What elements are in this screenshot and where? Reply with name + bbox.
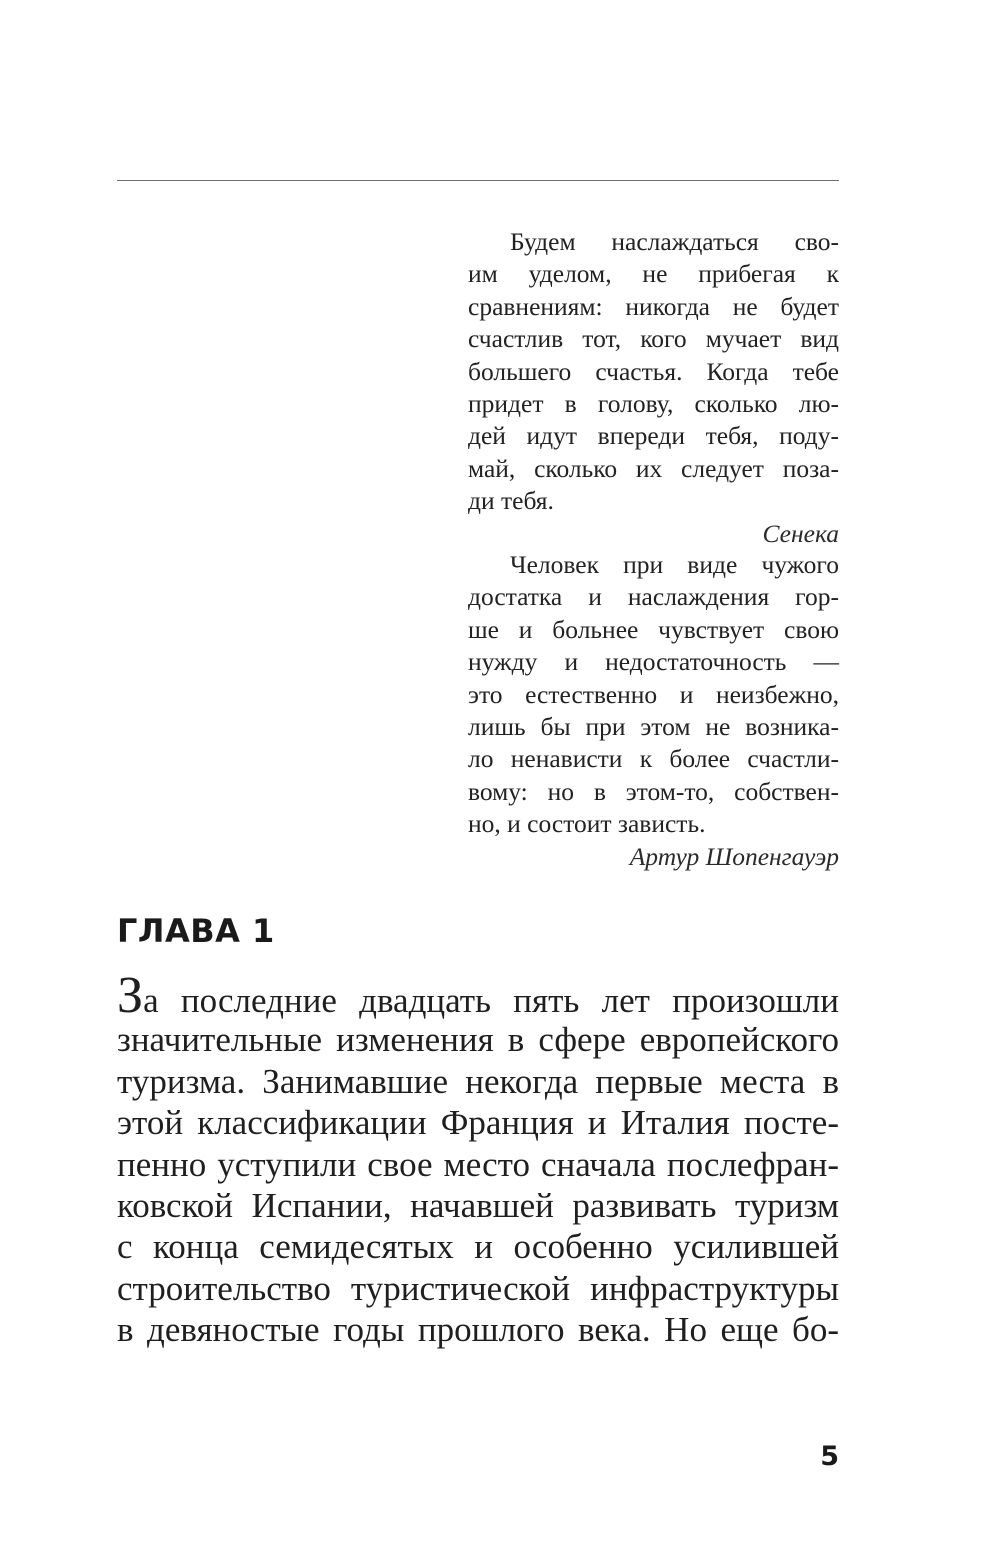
body-line: туризма. Занимавшие некогда первые места в [117, 1061, 839, 1101]
chapter-title: ГЛАВА 1 [117, 912, 275, 950]
page-number: 5 [820, 1441, 839, 1472]
body-text [117, 967, 839, 1351]
body-line: ковской Испании, начавшей развивать туризм [117, 1185, 839, 1225]
body-line: значительные изменения в сфере европейского [117, 1020, 839, 1060]
epigraph-line: Человек при виде чужого [510, 550, 839, 579]
body-line: в девяностые годы прошлого века. Но еще бо- [117, 1310, 839, 1350]
header-rule [117, 180, 839, 181]
body-line: с конца семидесятых и особенно усилившей [117, 1227, 839, 1267]
epigraph-line: Будем наслаждаться сво- [510, 227, 839, 256]
epigraph-line: май, сколько их следует поза- [468, 453, 839, 483]
body-line: строительство туристической инфраструктуры [117, 1268, 839, 1308]
epigraph-line: ше и больнее чувствует свою [468, 614, 839, 644]
epigraph-line: это естественно и неизбежно, [468, 679, 839, 709]
epigraph-seneca [468, 226, 839, 550]
epigraph-author: Сенека [762, 518, 839, 548]
body-line-first [117, 967, 839, 1024]
epigraph-schopenhauer [468, 549, 839, 873]
epigraph-line: большего счастья. Когда тебе [468, 356, 839, 386]
epigraph-line: лишь бы при этом не возника- [468, 711, 839, 741]
epigraph-line: но, и состоит зависть. [468, 809, 706, 839]
body-line-first-rest: а последние двадцать пять лет произошли [143, 981, 839, 1020]
epigraph-line: счастлив тот, кого мучает вид [468, 324, 839, 354]
epigraph-line: им уделом, не прибегая к [468, 259, 839, 289]
epigraph-line: нужду и недостаточность — [468, 647, 839, 677]
epigraph-line: вому: но в этом-то, собствен- [468, 776, 839, 806]
dropcap: З [117, 967, 144, 1024]
epigraph-line: достатка и наслаждения гор- [468, 582, 839, 612]
epigraph-author: Артур Шопенгауэр [629, 841, 839, 871]
epigraph-line: ди тебя. [468, 486, 554, 516]
epigraph-line: дей идут впереди тебя, поду- [468, 421, 839, 451]
body-line: пенно уступили свое место сначала послефран- [117, 1144, 839, 1184]
epigraph-line: придет в голову, сколько лю- [468, 388, 839, 418]
epigraph-line: ло ненависти к более счастли- [468, 744, 839, 774]
body-line: этой классификации Франция и Италия посте- [117, 1103, 839, 1143]
epigraph-line: сравнениям: никогда не будет [468, 291, 839, 321]
